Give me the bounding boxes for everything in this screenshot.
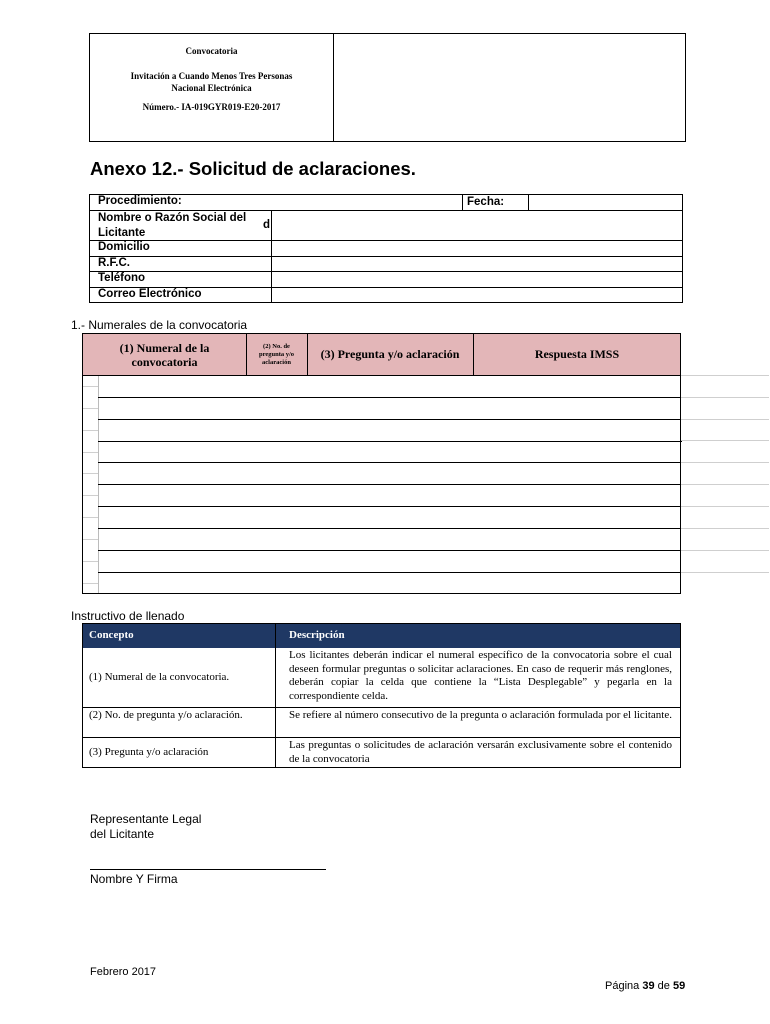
table-row-subline xyxy=(83,430,98,431)
label-telefono: Teléfono xyxy=(98,272,146,284)
instructivo-table-header xyxy=(83,624,680,648)
numerales-table-header xyxy=(83,334,680,376)
table-row-line xyxy=(98,550,682,551)
row-extension-line xyxy=(681,419,769,420)
header-line-invitacion-a: Invitación a Cuando Menos Tres Personas xyxy=(130,71,293,81)
col-numeral: (1) Numeral de la convocatoria xyxy=(119,340,210,369)
table-row-line xyxy=(98,441,682,442)
section-numerales-heading: 1.- Numerales de la convocatoria xyxy=(71,318,248,332)
col-no-pregunta: (2) No. de pregunta y/o aclaración xyxy=(258,342,295,366)
header-divider-3 xyxy=(473,334,474,376)
col-respuesta: Respuesta IMSS xyxy=(534,347,620,361)
fecha-divider xyxy=(462,195,463,210)
licitante-info-table xyxy=(89,194,683,303)
page-total: 59 xyxy=(672,980,686,992)
table-row-subline xyxy=(83,517,98,518)
row-correo xyxy=(90,288,682,303)
header-line-invitacion xyxy=(90,70,333,94)
table-row-line xyxy=(98,572,682,573)
table-row-line xyxy=(98,484,682,485)
label-nombre-2: Licitante xyxy=(98,227,146,239)
nombre-y-firma: Nombre Y Firma xyxy=(90,872,178,886)
header-concepto: Concepto xyxy=(89,629,134,641)
representante-line2: del Licitante xyxy=(90,827,155,841)
label-nombre xyxy=(98,211,246,241)
table-row-subline xyxy=(83,386,98,387)
label-nombre-1: Nombre o Razón Social del xyxy=(98,212,247,224)
table-row-line xyxy=(98,528,682,529)
table-row-subline xyxy=(83,495,98,496)
table-row-subline xyxy=(83,408,98,409)
table-row-subline xyxy=(83,539,98,540)
instructivo-row-line xyxy=(83,737,680,738)
page-current: 39 xyxy=(642,980,655,992)
row3-concepto: (3) Pregunta y/o aclaración xyxy=(89,746,209,758)
convocatoria-info-cell xyxy=(90,34,334,141)
row-extension-line xyxy=(681,572,769,573)
table-row-line xyxy=(98,419,682,420)
row-domicilio xyxy=(90,241,682,257)
label-domicilio: Domicilio xyxy=(98,241,150,253)
header-line-convocatoria: Convocatoria xyxy=(185,46,238,56)
table-row-subline xyxy=(83,583,98,584)
table-row-line xyxy=(98,506,682,507)
table-row-subline xyxy=(83,561,98,562)
row-extension-line xyxy=(681,397,769,398)
header-divider-1 xyxy=(246,334,247,376)
table-row-subline xyxy=(83,452,98,453)
row-extension-line xyxy=(681,440,769,441)
label-value-divider xyxy=(271,211,272,302)
row-extension-line xyxy=(681,506,769,507)
header-line-numero: Número.- IA-019GYR019-E20-2017 xyxy=(142,102,281,112)
label-rfc: R.F.C. xyxy=(98,257,130,269)
table-row-line xyxy=(98,397,682,398)
instructivo-heading: Instructivo de llenado xyxy=(71,609,185,623)
instructivo-divider xyxy=(275,624,276,767)
representante-line1: Representante Legal xyxy=(90,812,202,826)
numerales-table xyxy=(82,333,681,594)
row-extension-line xyxy=(681,528,769,529)
fecha-value-divider xyxy=(528,195,529,210)
row-procedimiento xyxy=(90,195,682,211)
label-correo: Correo Electrónico xyxy=(98,288,202,300)
row-extension-line xyxy=(681,484,769,485)
signature-line xyxy=(90,869,326,870)
table-row-subline xyxy=(83,473,98,474)
page-of-word: de xyxy=(657,980,670,992)
header-line-invitacion-b: Nacional Electrónica xyxy=(171,83,252,93)
convocatoria-header-box xyxy=(89,33,686,142)
col-pregunta: (3) Pregunta y/o aclaración xyxy=(320,347,460,361)
label-fecha: Fecha: xyxy=(467,196,505,208)
row2-descripcion: Se refiere al número consecutivo de la pregunta o aclaración formulada por el licitante. xyxy=(289,709,672,721)
header-divider-2 xyxy=(307,334,308,376)
label-procedimiento: Procedimiento: xyxy=(98,195,182,207)
row-extension-line xyxy=(681,375,769,376)
row-rfc xyxy=(90,257,682,272)
row-telefono xyxy=(90,272,682,288)
row-nombre xyxy=(90,211,682,241)
row1-descripcion: Los licitantes deberán indicar el numeral específico de la convocatoria sobre el cual deseen formular preguntas o solicitar aclaraciones. En caso de requerir más renglones, deberán copiar la celda que contiene la “Lista Desplegable” y pegarla en la correspondiente celda. xyxy=(289,649,672,702)
row-extension-line xyxy=(681,462,769,463)
row3-descripcion: Las preguntas o solicitudes de aclaración versarán exclusivamente sobre el contenido de la convocatoria xyxy=(289,739,672,765)
page-word: Página xyxy=(605,980,640,992)
footer-date: Febrero 2017 xyxy=(90,966,157,978)
stray-letter: d xyxy=(263,219,271,231)
instructivo-table xyxy=(82,623,681,768)
row1-concepto: (1) Numeral de la convocatoria. xyxy=(89,671,230,683)
representante-legal xyxy=(90,812,201,842)
table-row-line xyxy=(98,462,682,463)
header-descripcion: Descripción xyxy=(289,629,345,641)
row-extension-line xyxy=(681,550,769,551)
page-title: Anexo 12.- Solicitud de aclaraciones. xyxy=(90,158,416,179)
instructivo-row-line xyxy=(83,707,680,708)
row2-concepto: (2) No. de pregunta y/o aclaración. xyxy=(89,709,243,721)
page-number xyxy=(605,980,685,992)
